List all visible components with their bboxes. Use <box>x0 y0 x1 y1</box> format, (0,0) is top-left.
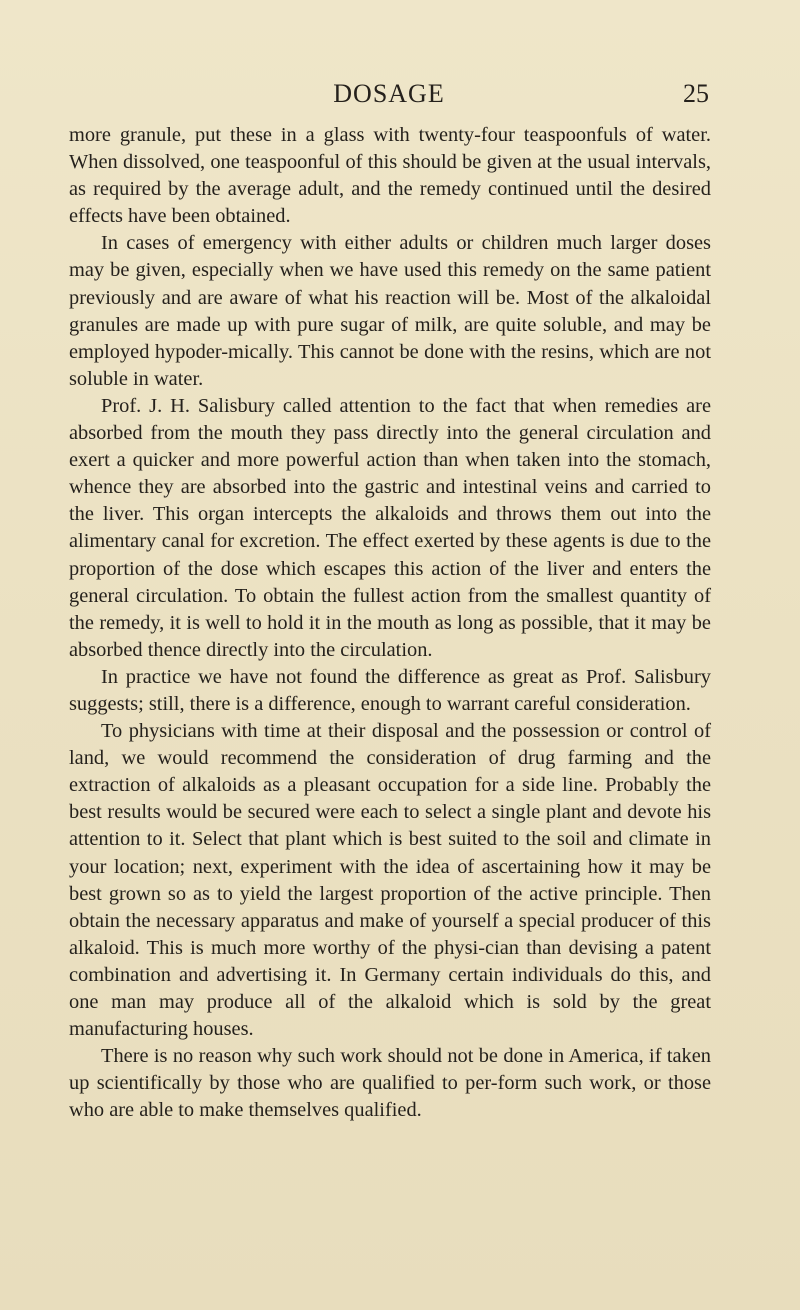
paragraph: more granule, put these in a glass with twenty-four teaspoonfuls of water. When dissolved, one teaspoonful of this should be given at the usual intervals, as required by the average adult, and the remedy continued until the desired effects have been obtained. <box>69 124 711 228</box>
paragraph: There is no reason why such work should not be done in America, if taken up scientifically by those who are qualified to per-form such work, or those who are able to make themselves qualified. <box>69 1045 711 1122</box>
page-number: 25 <box>683 79 709 108</box>
paragraph: In cases of emergency with either adults or children much larger doses may be given, especially when we have used this remedy on the same patient previously and are aware of what his reaction will be. Most of the alkaloidal granules are made up with pure sugar of milk, are quite soluble, and may be employed hypoder-mically. This cannot be done with the resins, which are not soluble in water. <box>69 232 711 390</box>
paragraph: In practice we have not found the difference as great as Prof. Salisbury suggests; still, there is a difference, enough to warrant careful consideration. <box>69 665 711 715</box>
running-head <box>69 79 709 115</box>
paragraph: To physicians with time at their disposal and the possession or control of land, we would recommend the consideration of drug farming and the extraction of alkaloids as a pleasant occupation for a side line. Probably the best results would be secured were each to select a single plant and devote his attention to it. Select that plant which is best suited to the soil and climate in your location; next, experiment with the idea of ascertaining how it may be best grown so as to yield the largest proportion of the active principle. Then obtain the necessary apparatus and make of yourself a special producer of this alkaloid. This is much more worthy of the physi-cian than devising a patent combination and advertising it. In Germany certain individuals do this, and one man may produce all of the alkaloid which is sold by the great manufacturing houses. <box>69 720 711 1041</box>
paragraph: Prof. J. H. Salisbury called attention to the fact that when remedies are absorbed from the mouth they pass directly into the general circulation and exert a quicker and more powerful action than when taken into the stomach, whence they are absorbed into the gastric and intestinal veins and carried to the liver. This organ intercepts the alkaloids and throws them out into the alimentary canal for excretion. The effect exerted by these agents is due to the proportion of the dose which escapes this action of the liver and enters the general circulation. To obtain the fullest action from the smallest quantity of the remedy, it is well to hold it in the mouth as long as possible, that it may be absorbed thence directly into the circulation. <box>69 394 711 661</box>
running-title: DOSAGE <box>333 79 445 108</box>
body-text <box>69 122 711 1124</box>
